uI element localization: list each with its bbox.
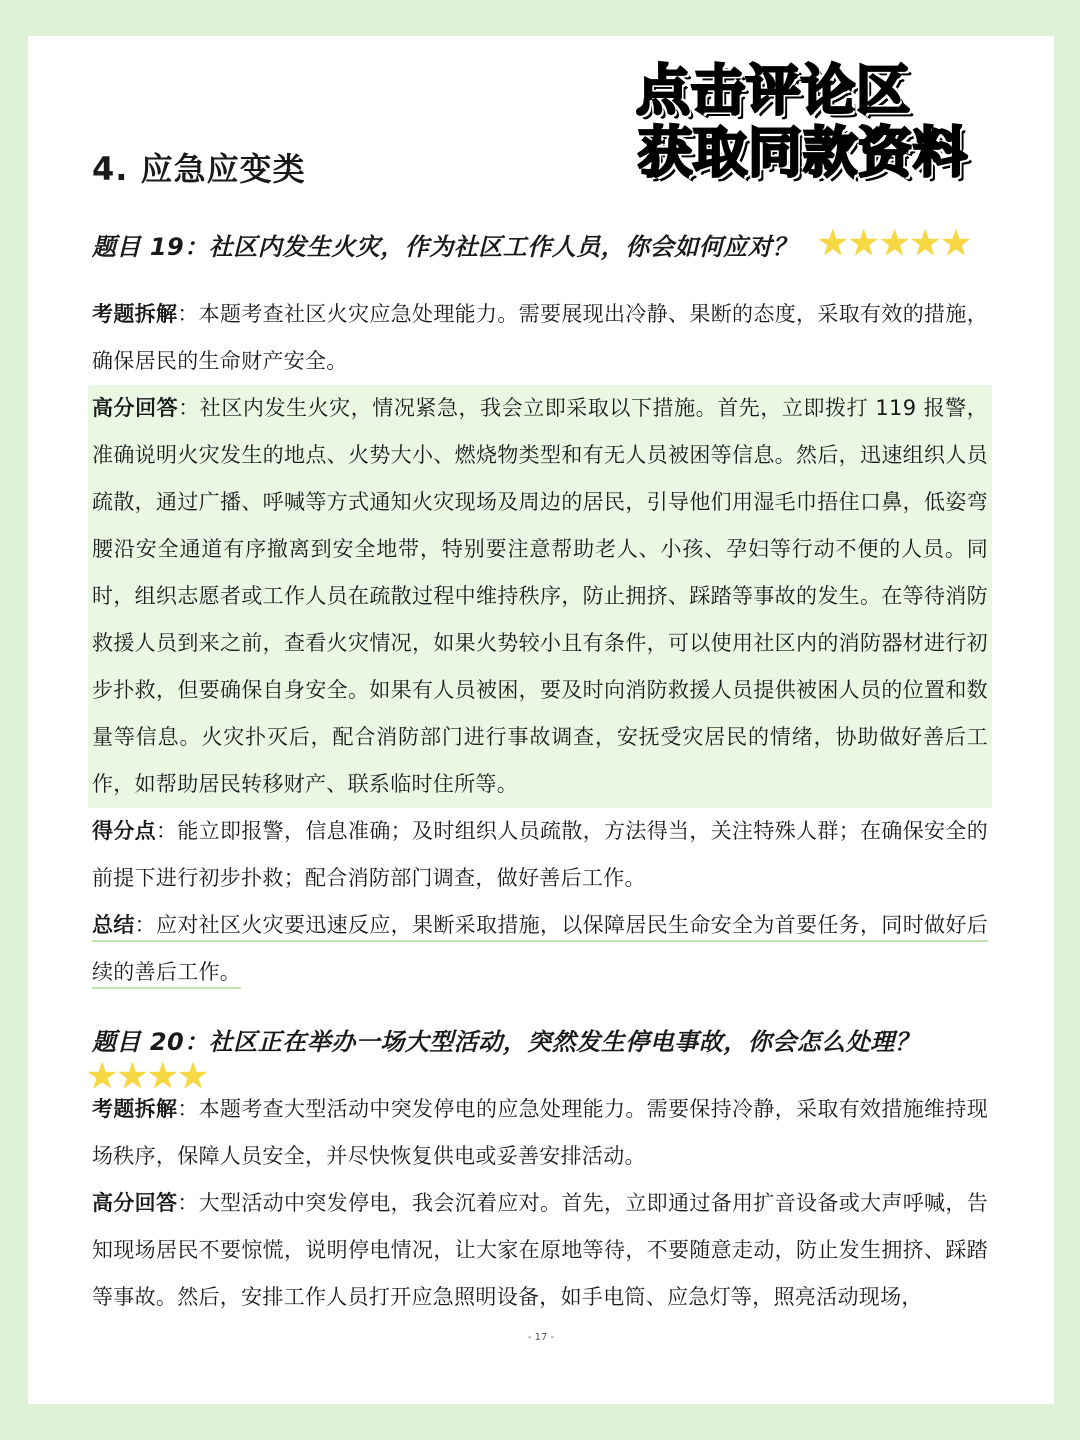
promo-line-2: 获取同款资料 — [638, 121, 968, 184]
star-icon: ★ — [878, 223, 912, 264]
question-20-analysis — [92, 1086, 988, 1180]
question-19-rating — [816, 223, 973, 264]
star-icon: ★ — [816, 223, 850, 264]
summary-text: ：应对社区火灾要迅速反应，果断采取措施，以保障居民生命安全为首要任务，同时做好后续的善后工作。 — [92, 913, 988, 984]
question-20-title-text: 题目 20：社区正在举办一场大型活动，突然发生停电事故，你会怎么处理？ — [92, 1028, 920, 1056]
promo-line-1: 点击评论区 — [636, 59, 911, 122]
page-number: - 17 - — [527, 1332, 555, 1343]
points-text: ：能立即报警，信息准确；及时组织人员疏散，方法得当，关注特殊人群；在确保安全的前提下进行初步扑救；配合消防部门调查，做好善后工作。 — [92, 819, 989, 890]
promo-banner — [636, 60, 996, 184]
question-19-summary — [92, 902, 988, 996]
question-20-title — [92, 1022, 988, 1057]
answer-text: ：社区内发生火灾，情况紧急，我会立即采取以下措施。首先，立即拨打 119 报警，准确说明火灾发生的地点、火势大小、燃烧物类型和有无人员被困等信息。然后，迅速组织人员疏散，通过广播、呼喊等方式通知火灾现场及周边的居民，引导他们用湿毛巾捂住口鼻，低姿弯腰沿安全通道有序撤离到安全地带，特别要注意帮助老人、小孩、孕妇等行动不便的人员。同时，组织志愿者或工作人员在疏散过程中维持秩序，防止拥挤、踩踏等事故的发生。在等待消防救援人员到来之前，查看火灾情况，如果火势较小且有条件，可以使用社区内的消防器材进行初步扑救，但要确保自身安全。如果有人员被困，要及时向消防救援人员提供被困人员的位置和数量等信息。火灾扑灭后，配合消防部门进行事故调查，安抚受灾居民的情绪，协助做好善后工作，如帮助居民转移财产、联系临时住所等。 — [92, 396, 989, 796]
question-19-title-text: 题目 19：社区内发生火灾，作为社区工作人员，你会如何应对？ — [92, 232, 797, 261]
star-icon: ★ — [909, 223, 942, 264]
star-icon: ★ — [939, 223, 973, 264]
question-20-body — [92, 1086, 988, 1321]
answer-label: 高分回答 — [92, 396, 179, 420]
answer-label: 高分回答 — [92, 1191, 178, 1215]
analysis-text: ：本题考查社区火灾应急处理能力。需要展现出冷静、果断的态度，采取有效的措施，确保居民的生命财产安全。 — [92, 302, 988, 373]
analysis-text: ：本题考查大型活动中突发停电的应急处理能力。需要保持冷静，采取有效措施维持现场秩序，保障人员安全，并尽快恢复供电或妥善安排活动。 — [92, 1097, 988, 1168]
star-icon: ★ — [176, 1056, 210, 1097]
star-icon: ★ — [86, 1056, 119, 1097]
analysis-label: 考题拆解 — [92, 1097, 178, 1121]
star-icon: ★ — [116, 1056, 149, 1097]
star-icon: ★ — [847, 223, 881, 264]
question-19-analysis — [92, 291, 988, 385]
answer-text: ：大型活动中突发停电，我会沉着应对。首先，立即通过备用扩音设备或大声呼喊，告知现场居民不要惊慌，说明停电情况，让大家在原地等待，不要随意走动，防止发生拥挤、踩踏等事故。然后，安排工作人员打开应急照明设备，如手电筒、应急灯等，照亮活动现场， — [92, 1191, 988, 1309]
question-19-points — [92, 808, 988, 902]
question-19 — [92, 223, 988, 264]
question-20-answer — [92, 1180, 988, 1321]
analysis-label: 考题拆解 — [92, 302, 178, 326]
points-label: 得分点 — [92, 819, 157, 843]
question-19-body — [92, 291, 988, 996]
document-page — [28, 36, 1054, 1404]
question-19-title — [92, 223, 988, 264]
question-20 — [86, 1022, 988, 1097]
section-heading: 4. 应急应变类 — [92, 150, 306, 188]
summary-label: 总结 — [92, 913, 135, 937]
question-19-answer — [88, 385, 992, 808]
star-icon: ★ — [146, 1056, 179, 1097]
